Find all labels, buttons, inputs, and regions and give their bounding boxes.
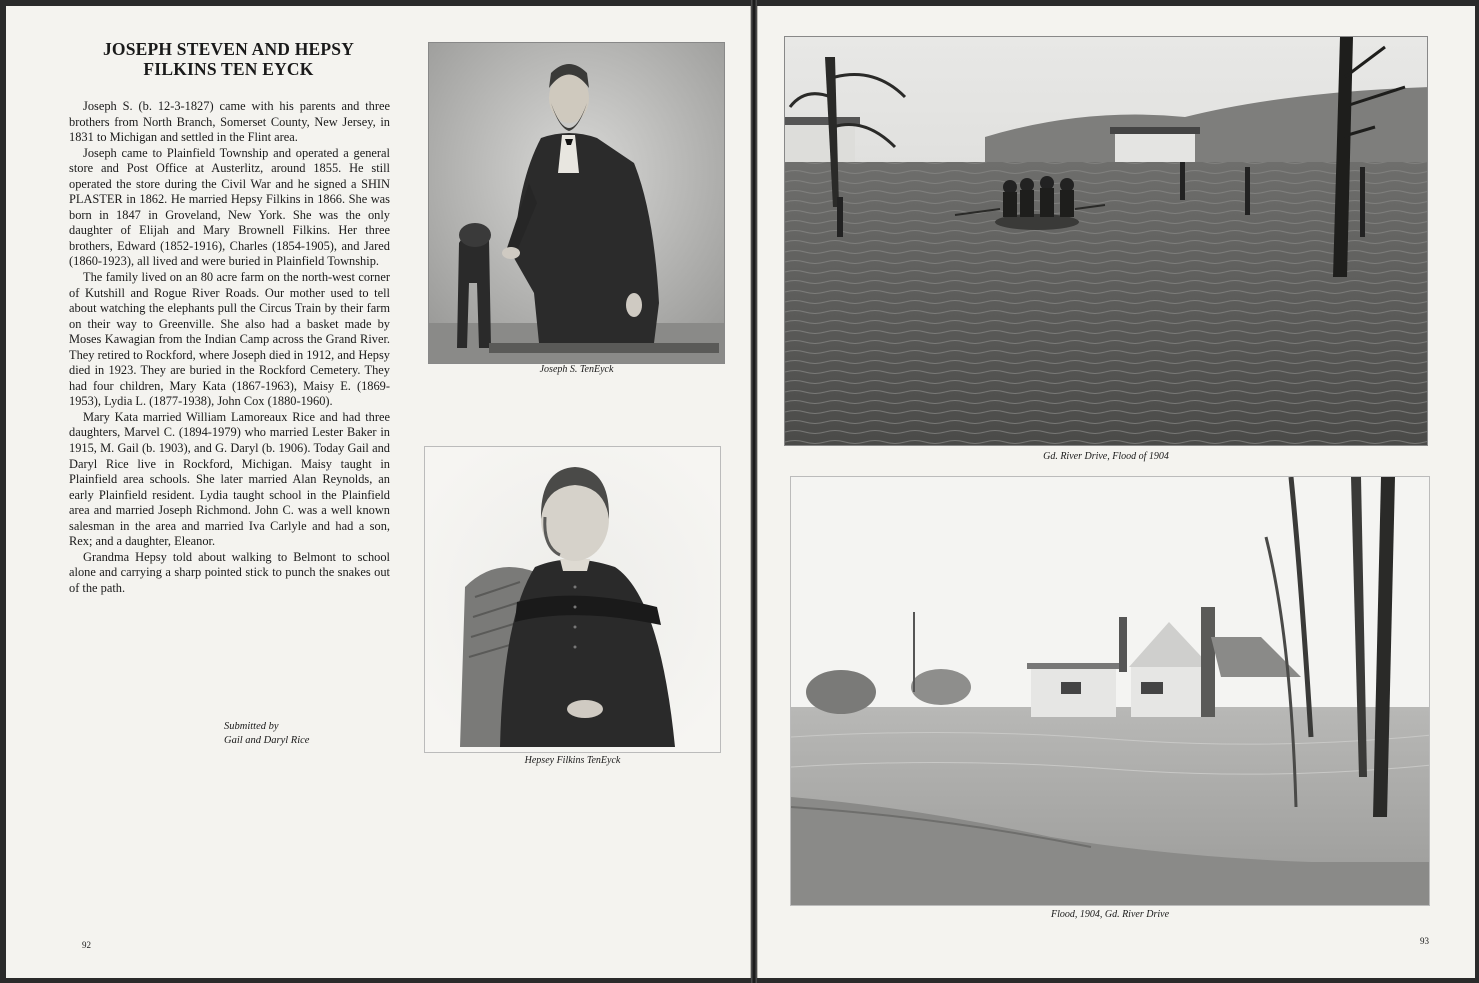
submitted-label: Submitted by	[224, 721, 279, 732]
page-number-right: 93	[1420, 936, 1429, 946]
title-line-2: FILKINS TEN EYCK	[143, 59, 314, 79]
caption-flood-top: Gd. River Drive, Flood of 1904	[1043, 451, 1169, 462]
paragraph: Mary Kata married William Lamoreaux Rice and had three daughters, Marvel C. (1894-1979) who married Lester Baker in 1915, M. Gail (b. 1903), and G. Daryl (b. 1906). Today Gail and Daryl Rice live in Rockford, Michigan. Maisy taught in Plainfield area schools. She later married Alan Reynolds, an early Plainfield resident. Lydia taught school in the Plainfield area and married Joseph Richmond. John C. was a well known salesman in the area and married Iva Carlyle and had a son, Rex; and a daughter, Eleanor.	[69, 409, 390, 549]
flood-photo-top	[784, 36, 1428, 446]
caption-joseph: Joseph S. TenEyck	[539, 364, 614, 375]
article-title	[66, 39, 391, 79]
caption-flood-bottom: Flood, 1904, Gd. River Drive	[1050, 909, 1170, 920]
hepsey-portrait-photo	[424, 446, 721, 753]
caption-hepsey: Hepsey Filkins TenEyck	[524, 755, 621, 766]
right-page	[757, 6, 1475, 978]
submitted-by	[224, 720, 309, 748]
flood-photo-bottom	[790, 476, 1430, 906]
paragraph: Grandma Hepsy told about walking to Belmont to school alone and carrying a sharp pointed stick to punch the snakes out of the path.	[69, 549, 390, 595]
joseph-portrait-photo	[428, 42, 725, 364]
left-page	[6, 6, 751, 978]
title-line-1: JOSEPH STEVEN AND HEPSY	[102, 39, 355, 59]
paragraph: Joseph S. (b. 12-3-1827) came with his parents and three brothers from North Branch, Somerset County, New Jersey, in 1831 to Michigan and settled in the Flint area.	[69, 99, 390, 145]
article-body	[69, 99, 390, 597]
paragraph: The family lived on an 80 acre farm on the north-west corner of Kutshill and Rogue River Roads. Our mother used to tell about watching the elephants pull the Circus Train by their farm on their way to Greenville. She also had a basket made by Moses Kawagian from the Indian Camp across the Grand River. They retired to Rockford, where Joseph died in 1912, and Hepsy died in 1923. They are buried in the Rockford Cemetery. They had four children, Mary Kata (1867-1963), Maisy E. (1869-1953), Lydia L. (1877-1938), John Cox (1880-1960).	[69, 270, 390, 409]
submitted-names: Gail and Daryl Rice	[224, 735, 310, 746]
page-number-left: 92	[82, 940, 91, 950]
paragraph: Joseph came to Plainfield Township and operated a general store and Post Office at Austerlitz, around 1855. He still operated the store during the Civil War and he signed a SHIN PLASTER in 1862. He married Hepsy Filkins in 1866. She was born in 1847 in Groveland, New York. She was the only daughter of Elijah and Mary Brownell Filkins. Her three brothers, Edward (1852-1916), Charles (1854-1905), and Jared (1860-1923), all lived and were buried in Plainfield Township.	[69, 145, 390, 269]
